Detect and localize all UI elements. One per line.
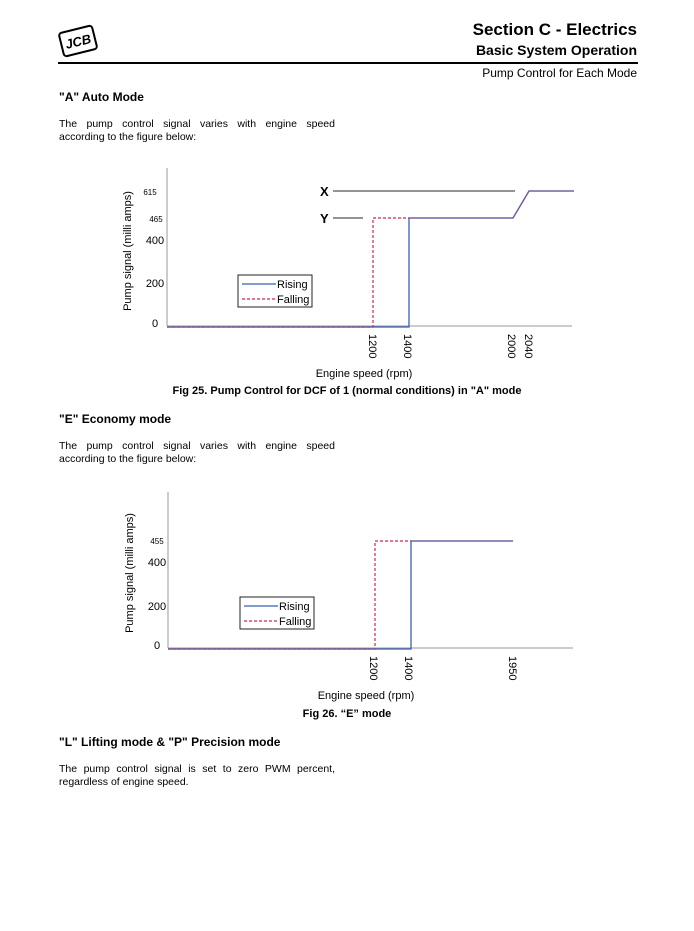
x-tick-label: 1400 <box>401 334 413 359</box>
series-overlap <box>167 191 574 327</box>
logo-text: JCB <box>63 31 93 52</box>
x-tick-label: 2040 <box>522 334 534 359</box>
series-rising <box>168 541 513 649</box>
x-tick-label: 1200 <box>366 334 378 359</box>
legend-falling-label: Falling <box>279 616 312 628</box>
series-falling <box>168 541 411 649</box>
paragraph-line: The pump control signal is set to zero PWM percent, <box>59 763 335 775</box>
heading-lifting-precision-mode: "L" Lifting mode & "P" Precision mode <box>59 735 281 749</box>
paragraph-line: The pump control signal varies with engine speed <box>59 440 335 452</box>
paragraph-line: The pump control signal varies with engine speed <box>59 118 335 130</box>
page-topic: Pump Control for Each Mode <box>482 66 637 80</box>
chart-auto-mode <box>122 168 574 380</box>
y-tick-label: 465 <box>149 215 163 224</box>
y-tick-label: 455 <box>150 537 164 546</box>
paragraph-economy-mode <box>59 440 335 466</box>
x-tick-label: 1400 <box>402 656 414 681</box>
y-tick-label: 615 <box>143 188 157 197</box>
x-axis-label: Engine speed (rpm) <box>317 690 415 702</box>
paragraph-lifting-precision-mode <box>59 763 335 789</box>
figure-caption-25: Fig 25. Pump Control for DCF of 1 (normal conditions) in "A" mode <box>172 385 522 397</box>
y-axis-label: Pump signal (milli amps) <box>122 191 134 311</box>
paragraph-line: according to the figure below: <box>59 453 197 465</box>
legend-falling-label: Falling <box>277 294 310 306</box>
y-axis-label: Pump signal (milli amps) <box>124 513 136 633</box>
legend-rising-label: Rising <box>277 279 308 291</box>
annotation-x: X <box>320 184 329 199</box>
legend-rising-label: Rising <box>279 601 310 613</box>
heading-economy-mode: "E" Economy mode <box>59 412 172 426</box>
x-tick-label: 1200 <box>367 656 379 681</box>
series-rising <box>167 191 574 327</box>
paragraph-line: regardless of engine speed. <box>59 776 189 788</box>
paragraph-line: according to the figure below: <box>59 131 197 143</box>
section-subtitle: Basic System Operation <box>475 42 637 58</box>
y-tick-label: 0 <box>153 640 161 652</box>
x-axis-label: Engine speed (rpm) <box>315 368 413 380</box>
series-overlap <box>168 541 513 649</box>
y-tick-label: 400 <box>147 557 167 569</box>
chart-economy-mode <box>124 492 573 702</box>
section-title: Section C - Electrics <box>472 20 637 39</box>
y-tick-label: 200 <box>147 601 167 613</box>
heading-auto-mode: "A" Auto Mode <box>59 90 144 104</box>
y-tick-label: 400 <box>145 235 165 247</box>
annotation-y: Y <box>320 211 329 226</box>
x-tick-label: 1950 <box>506 656 518 681</box>
y-tick-label: 200 <box>145 278 165 290</box>
series-falling <box>167 218 409 327</box>
x-tick-label: 2000 <box>505 334 517 359</box>
y-tick-label: 0 <box>151 318 159 330</box>
figure-caption-26: Fig 26. “E” mode <box>302 708 392 720</box>
